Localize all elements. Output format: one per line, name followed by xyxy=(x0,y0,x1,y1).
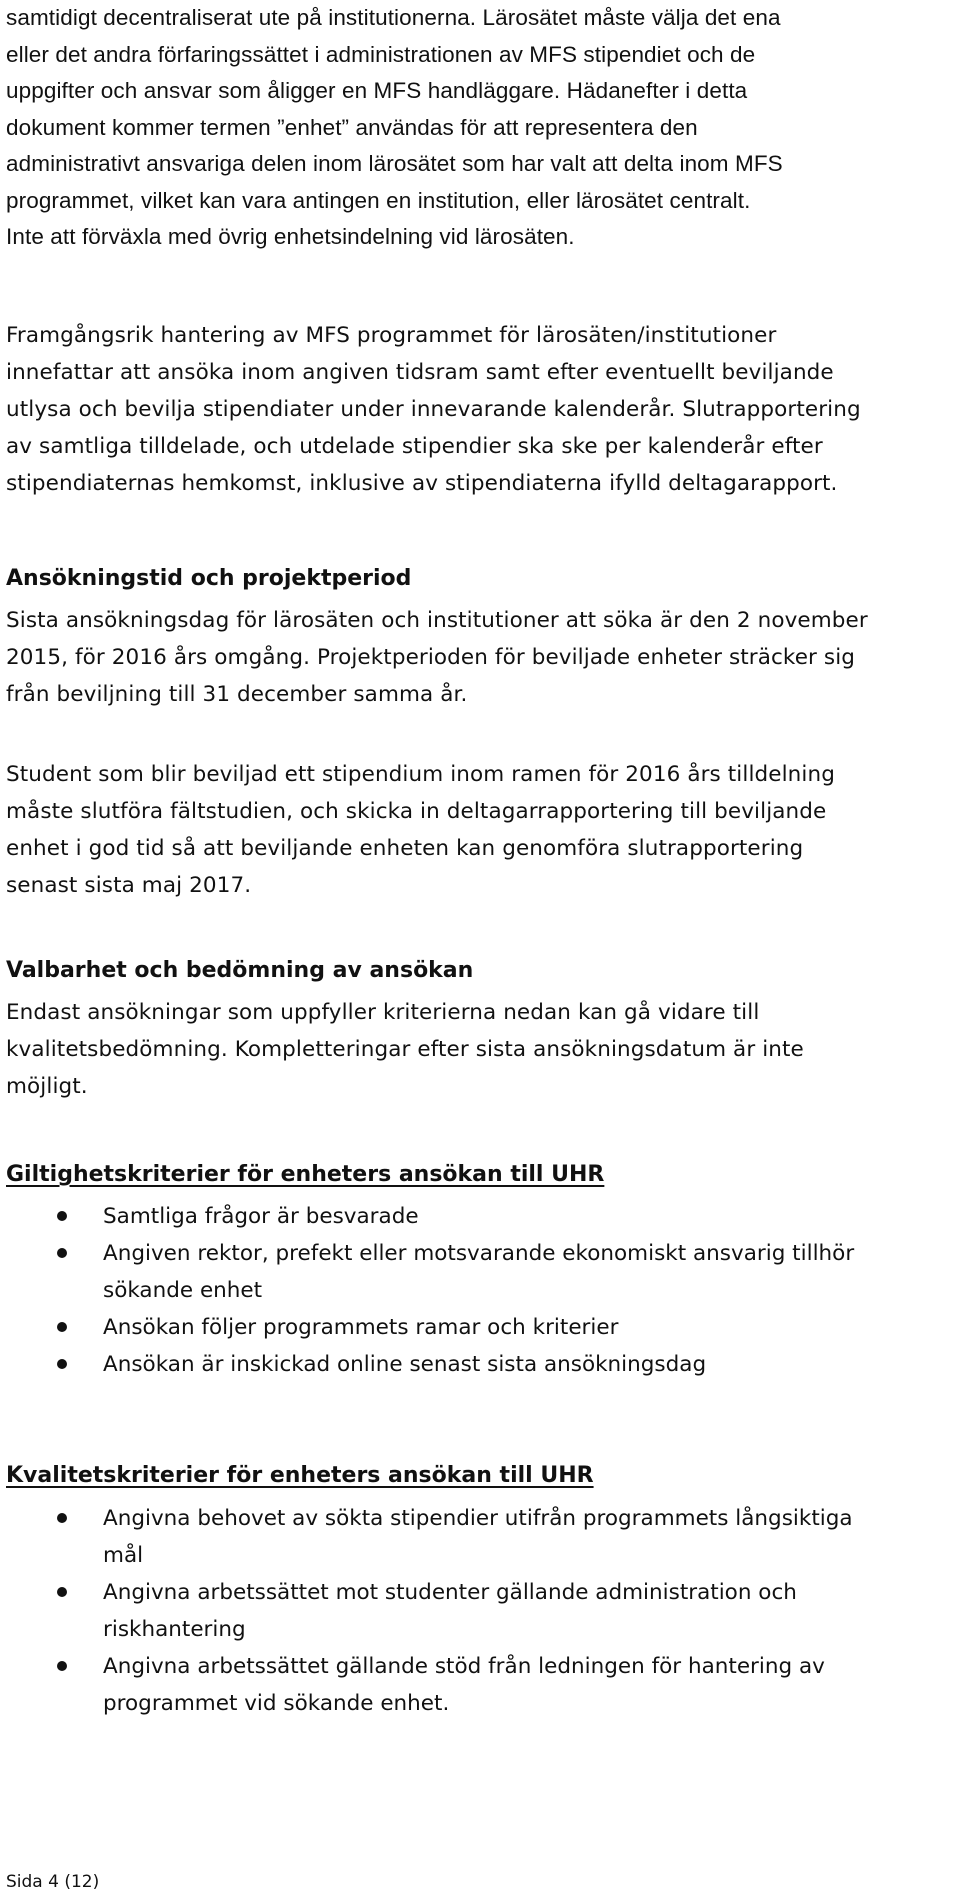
list-item xyxy=(6,1500,950,1574)
paragraph-successful-handling: Framgångsrik hantering av MFS programmet för lärosäten/institutioner innefattar att ansöka inom angiven tidsram samt efter eventuellt beviljande utlysa och bevilja stipendiater under innevarande kalenderår. Slutrapportering av samtliga tilldelade, och utdelade stipendier ska ske per kalenderår efter stipendiaternas hemkomst, inklusive av stipendiaterna ifylld deltagarapport. xyxy=(6,323,861,496)
list-item-text: Angivna behovet av sökta stipendier utifrån programmets långsiktiga mål xyxy=(103,1506,853,1568)
heading-application-period: Ansökningstid och projektperiod xyxy=(6,566,412,591)
paragraph-deadline: Sista ansökningsdag för lärosäten och institutioner att söka är den 2 november 2015, för 2016 års omgång. Projektperioden för beviljade enheter sträcker sig från beviljning till 31 december samma år. xyxy=(6,608,868,707)
list-item xyxy=(6,1235,950,1309)
paragraph-decentralization: samtidigt decentraliserat ute på institutionerna. Lärosätet måste välja det ena eller det andra förfaringssättet i administrationen av MFS stipendiet och de uppgifter och ansvar som åligger en MFS handläggare. Hädanefter i detta dokument kommer termen ”enhet” användas för att representera den administrativt ansvariga delen inom lärosätet som har valt att delta inom MFS programmet, vilket kan vara antingen en institution, eller lärosätet centralt. Inte att förväxla med övrig enhetsindelning vid lärosäten. xyxy=(6,5,783,249)
bullet-icon xyxy=(57,1322,67,1332)
list-item xyxy=(6,1198,950,1235)
list-item xyxy=(6,1309,950,1346)
list-quality-criteria xyxy=(6,1500,950,1722)
list-validity-criteria xyxy=(6,1198,950,1383)
bullet-icon xyxy=(57,1587,67,1597)
bullet-icon xyxy=(57,1248,67,1258)
bullet-icon xyxy=(57,1211,67,1221)
list-item-text: Ansökan är inskickad online senast sista ansökningsdag xyxy=(103,1352,707,1377)
list-item-text: Angivna arbetssättet mot studenter gällande administration och riskhantering xyxy=(103,1580,797,1642)
list-item-text: Samtliga frågor är besvarade xyxy=(103,1204,419,1229)
heading-quality-criteria: Kvalitetskriterier för enheters ansökan till UHR xyxy=(6,1463,594,1488)
list-item xyxy=(6,1346,950,1383)
list-item xyxy=(6,1648,950,1722)
heading-validity-criteria: Giltighetskriterier för enheters ansökan till UHR xyxy=(6,1162,605,1187)
heading-eligibility-assessment: Valbarhet och bedömning av ansökan xyxy=(6,958,474,983)
document-page xyxy=(6,0,954,1904)
list-item-text: Angivna arbetssättet gällande stöd från ledningen för hantering av programmet vid sökande enhet. xyxy=(103,1654,825,1716)
bullet-icon xyxy=(57,1661,67,1671)
bullet-icon xyxy=(57,1513,67,1523)
bullet-icon xyxy=(57,1359,67,1369)
paragraph-eligibility: Endast ansökningar som uppfyller kriterierna nedan kan gå vidare till kvalitetsbedömning. Kompletteringar efter sista ansökningsdatum är inte möjligt. xyxy=(6,1000,804,1099)
page-number-footer: Sida 4 (12) xyxy=(6,1872,100,1892)
list-item-text: Angiven rektor, prefekt eller motsvarande ekonomiskt ansvarig tillhör sökande enhet xyxy=(103,1241,855,1303)
list-item-text: Ansökan följer programmets ramar och kriterier xyxy=(103,1315,619,1340)
paragraph-student-requirements: Student som blir beviljad ett stipendium inom ramen för 2016 års tilldelning måste slutföra fältstudien, och skicka in deltagarrapportering till beviljande enhet i god tid så att beviljande enheten kan genomföra slutrapportering senast sista maj 2017. xyxy=(6,762,835,898)
list-item xyxy=(6,1574,950,1648)
